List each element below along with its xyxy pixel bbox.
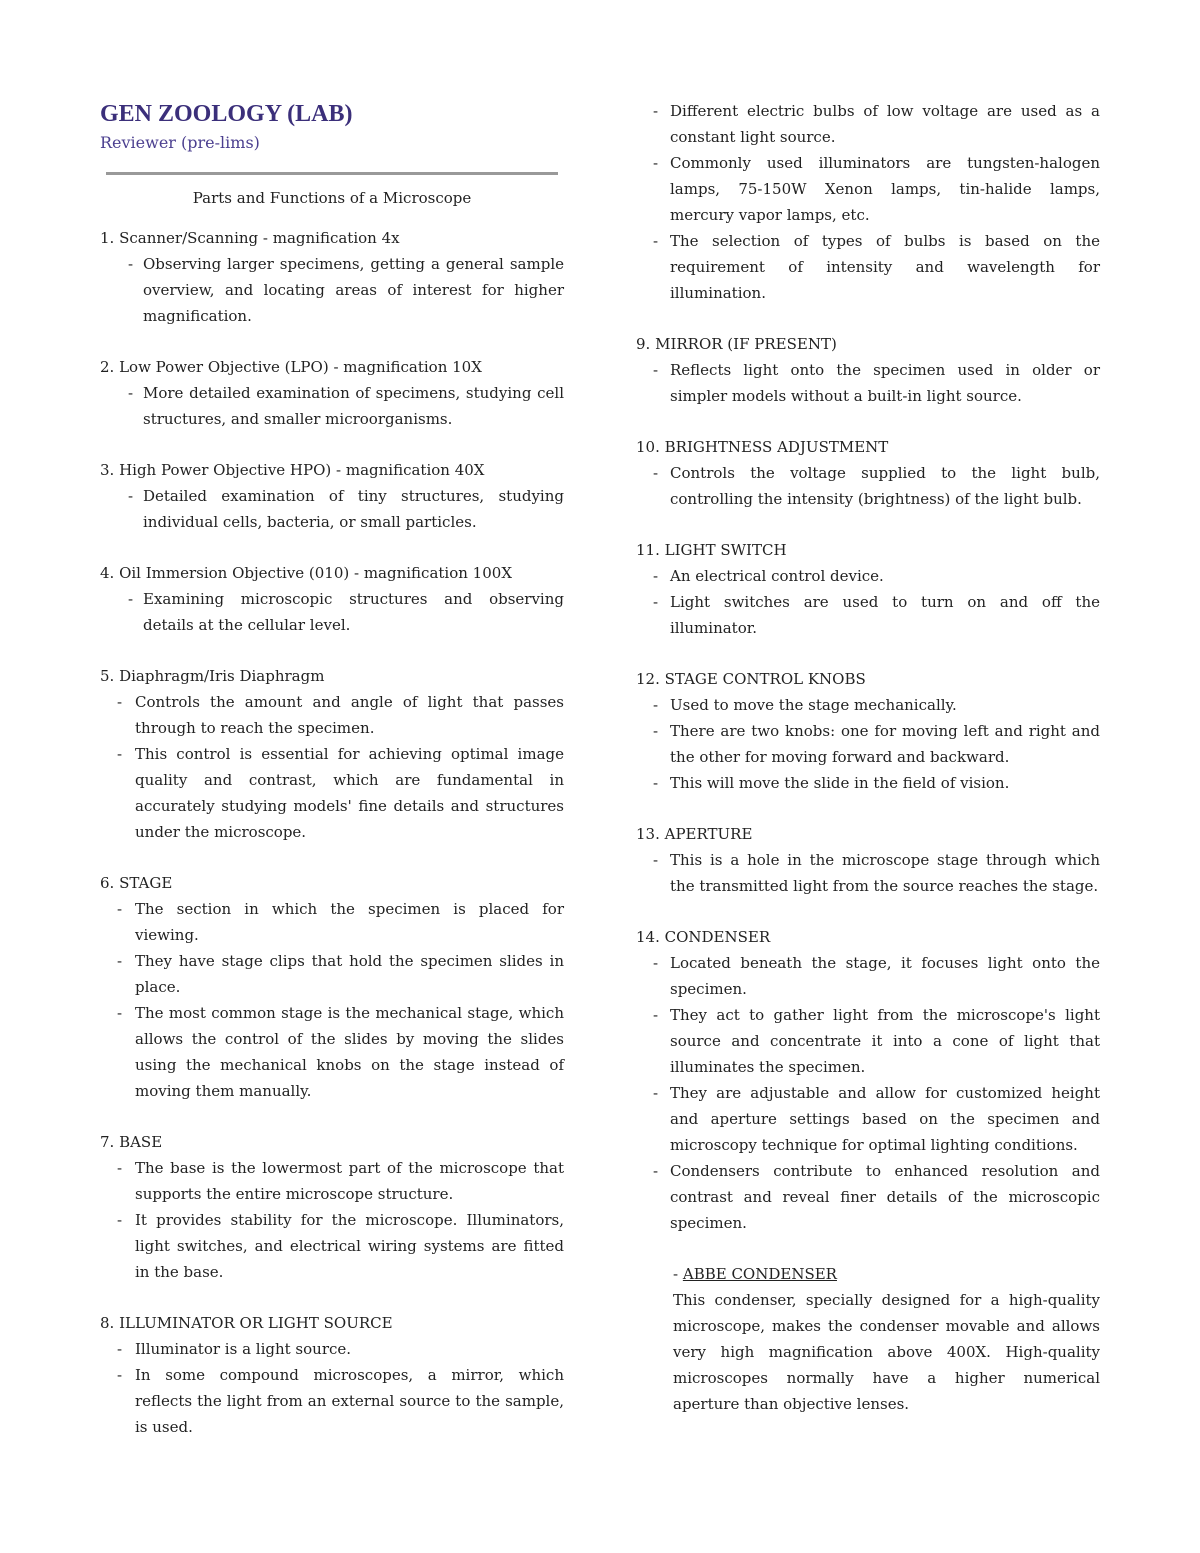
bullet-item: - They act to gather light from the microscope's light source and concentrate it into a cone of light that illuminates the specimen. — [653, 1006, 1100, 1076]
bullet-item: - Located beneath the stage, it focuses light onto the specimen. — [653, 954, 1100, 998]
section-title: 13. APERTURE — [636, 825, 753, 843]
bullet-item: - An electrical control device. — [653, 567, 884, 585]
bullet-item: - They are adjustable and allow for customized height and aperture settings based on the specimen and microscopy technique for optimal lighting conditions. — [653, 1084, 1100, 1154]
bullet-item: - It provides stability for the microscope. Illuminators, light switches, and electrical wiring systems are fitted in the base. — [117, 1211, 564, 1281]
header-divider — [106, 172, 558, 175]
bullet-item: - In some compound microscopes, a mirror, which reflects the light from an external source to the sample, is used. — [117, 1366, 564, 1436]
section-title: 8. ILLUMINATOR OR LIGHT SOURCE — [100, 1314, 393, 1332]
bullet-item: - The most common stage is the mechanical stage, which allows the control of the slides by moving the slides using the mechanical knobs on the stage instead of moving them manually. — [117, 1004, 564, 1100]
bullet-item: - Illuminator is a light source. — [117, 1340, 352, 1358]
section-title: 11. LIGHT SWITCH — [636, 541, 787, 559]
section-stage — [100, 870, 564, 1104]
bullet-item: - Controls the amount and angle of light that passes through to reach the specimen. — [117, 693, 564, 737]
bullet-item: - Commonly used illuminators are tungsten-halogen lamps, 75-150W Xenon lamps, tin-halide lamps, mercury vapor lamps, etc. — [653, 154, 1100, 224]
section-title: 12. STAGE CONTROL KNOBS — [636, 670, 866, 688]
bullet-item: - Observing larger specimens, getting a general sample overview, and locating areas of interest for higher magnification. — [128, 255, 564, 325]
bullet-item: - This is a hole in the microscope stage through which the transmitted light from the source reaches the stage. — [653, 851, 1100, 895]
section-illuminator — [100, 1310, 564, 1440]
section-mirror — [636, 331, 1100, 409]
section-title: 3. High Power Objective HPO) - magnification 40X — [100, 461, 485, 479]
bullet-item: - Examining microscopic structures and observing details at the cellular level. — [128, 590, 564, 634]
bullet-item: - There are two knobs: one for moving left and right and the other for moving forward and backward. — [653, 722, 1100, 766]
section-title: 5. Diaphragm/Iris Diaphragm — [100, 667, 325, 685]
bullet-item: - This will move the slide in the field of vision. — [653, 774, 1010, 792]
bullet-item: - Different electric bulbs of low voltage are used as a constant light source. — [653, 102, 1100, 146]
section-condenser — [636, 924, 1100, 1417]
bullet-item: - Condensers contribute to enhanced resolution and contrast and reveal finer details of the microscopic specimen. — [653, 1162, 1100, 1232]
section-stage-knobs — [636, 666, 1100, 796]
section-oil-immersion — [100, 560, 564, 638]
bullet-item: - Detailed examination of tiny structures, studying individual cells, bacteria, or small particles. — [128, 487, 564, 531]
section-brightness — [636, 434, 1100, 512]
section-light-switch — [636, 537, 1100, 641]
abbe-condenser-text: This condenser, specially designed for a high-quality microscope, makes the condenser movable and allows very high magnification above 400X. High-quality microscopes normally have a higher numerical aperture than objective lenses. — [673, 1291, 1100, 1413]
left-column — [100, 98, 564, 1465]
bullet-item: - Controls the voltage supplied to the light bulb, controlling the intensity (brightness) of the light bulb. — [653, 464, 1100, 508]
section-heading: Parts and Functions of a Microscope — [192, 189, 472, 207]
bullet-item: - The section in which the specimen is placed for viewing. — [117, 900, 564, 944]
section-title: 2. Low Power Objective (LPO) - magnification 10X — [100, 358, 482, 376]
bullet-item: - The selection of types of bulbs is based on the requirement of intensity and wavelength for illumination. — [653, 232, 1100, 302]
section-title: 10. BRIGHTNESS ADJUSTMENT — [636, 438, 889, 456]
section-base — [100, 1129, 564, 1285]
section-title: 1. Scanner/Scanning - magnification 4x — [100, 229, 400, 247]
document-subtitle: Reviewer (pre-lims) — [100, 133, 260, 152]
section-illuminator-continued — [636, 98, 1100, 306]
bullet-item: - They have stage clips that hold the specimen slides in place. — [117, 952, 564, 996]
bullet-item: - Reflects light onto the specimen used in older or simpler models without a built-in light source. — [653, 361, 1100, 405]
section-scanner — [100, 225, 564, 329]
section-title: 14. CONDENSER — [636, 928, 771, 946]
section-title: 6. STAGE — [100, 874, 173, 892]
section-diaphragm — [100, 663, 564, 845]
section-hpo — [100, 457, 564, 535]
bullet-item: - This control is essential for achieving optimal image quality and contrast, which are fundamental in accurately studying models' fine details and structures under the microscope. — [117, 745, 564, 841]
document-title: GEN ZOOLOGY (LAB) — [100, 101, 353, 127]
section-title: 9. MIRROR (IF PRESENT) — [636, 335, 837, 353]
section-title: 7. BASE — [100, 1133, 163, 1151]
abbe-condenser-block — [636, 1261, 1100, 1417]
bullet-item: - Light switches are used to turn on and off the illuminator. — [653, 593, 1100, 637]
bullet-item: - More detailed examination of specimens, studying cell structures, and smaller microorganisms. — [128, 384, 564, 428]
section-title: 4. Oil Immersion Objective (010) - magnification 100X — [100, 564, 512, 582]
bullet-item: - Used to move the stage mechanically. — [653, 696, 957, 714]
abbe-condenser-title: - ABBE CONDENSER — [673, 1265, 837, 1283]
bullet-item: - The base is the lowermost part of the microscope that supports the entire microscope structure. — [117, 1159, 564, 1203]
section-aperture — [636, 821, 1100, 899]
right-column — [636, 98, 1100, 1442]
section-lpo — [100, 354, 564, 432]
